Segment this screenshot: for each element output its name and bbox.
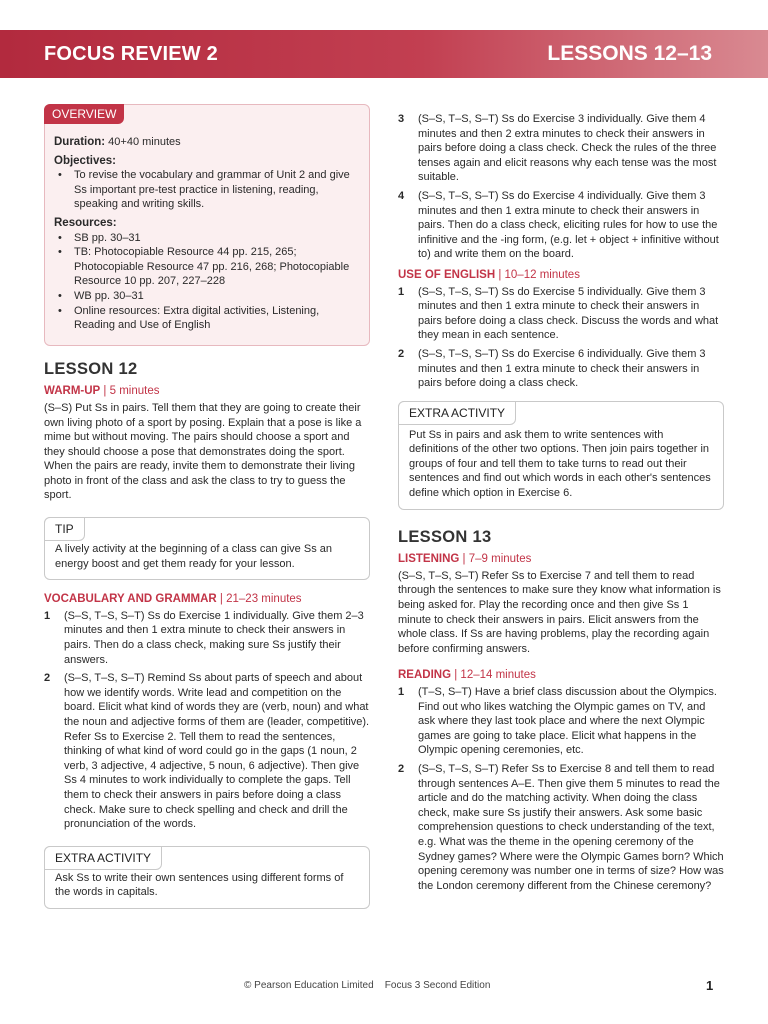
item-number: 2 [398, 762, 405, 775]
list-item [44, 609, 370, 667]
listening-heading [398, 552, 724, 567]
warmup-heading [44, 384, 370, 399]
listening-duration: 7–9 minutes [468, 553, 532, 566]
duration-line [54, 135, 361, 150]
warmup-label: WARM-UP [44, 385, 101, 398]
item-text: (S–S, T–S, S–T) Ss do Exercise 5 individually. Give them 3 minutes and then 1 extra minute to check their answers in pairs before doing a class check. Discuss the words and what they mean in each sentence. [418, 285, 719, 342]
item-text: (S–S, T–S, S–T) Ss do Exercise 4 individually. Give them 3 minutes and then 1 extra minute to check their answers in pairs. Then do a class check, eliciting rules for how to use the infinitive and the -ing form, (e.g. let + object + infinitive without to) and write them on the board. [418, 189, 719, 261]
resource-item: • SB pp. 30–31 [54, 231, 361, 246]
warmup-text: (S–S) Put Ss in pairs. Tell them that they are going to create their own living photo of a sport by posing. Explain that a pose is like a mime but without moving. The pairs should choose a sport and they should choose a pose that demonstrates doing the sport. When the pairs are ready, invite them to demonstrate their living photo in front of the class and ask the class to try to guess the sport. [44, 401, 362, 502]
item-text: (S–S, T–S, S–T) Ss do Exercise 6 individually. Give them 3 minutes and then 1 extra minute to check their answers in pairs before doing a class check. [418, 347, 706, 390]
list-item [398, 189, 724, 262]
item-text: (S–S, T–S, S–T) Remind Ss about parts of speech and about how we identify words. Write lead and competition on the board. Elicit what kind of words they are (verb, noun) and what the noun and adjective forms of them are (leader, competitive). Refer Ss to Exercise 2. Tell them to read the sentences, thinking of what kind of word could go in the gaps (1 noun, 2 verb, 3 adjective, 4 adjective, 5 noun, 6 adjective). Then give Ss 4 minutes to work individually to complete the gaps. Tell them to check their answers in pairs before doing a class check. Make sure to check spelling and check and drill the pronunciation of the words. [64, 672, 370, 831]
item-number: 3 [398, 113, 405, 125]
duration-label: Duration: [54, 136, 106, 148]
vocab-heading [44, 592, 370, 607]
lessons-range: LESSONS 12–13 [547, 42, 712, 65]
extra-activity-text: Ask Ss to write their own sentences using different forms of the words in capitals. [55, 871, 344, 899]
tip-text: A lively activity at the beginning of a class can give Ss an energy boost and get them ready for your lesson. [55, 543, 332, 570]
item-number: 2 [44, 672, 51, 685]
item-text: (T–S, S–T) Have a brief class discussion about the Olympics. Find out who likes watching the Olympic games on TV, and ask where they last took place and where the next Olympic games are going to take place. Elicit what happens in the Olympic opening ceremonies, etc. [418, 686, 717, 757]
item-number: 1 [398, 285, 405, 298]
copyright-text: © Pearson Education Limited Focus 3 Second Edition [244, 980, 491, 991]
section-separator: | [100, 385, 110, 398]
list-item [398, 762, 724, 893]
list-item [44, 671, 370, 832]
tip-tag: TIP [44, 517, 85, 541]
resource-item: • TB: Photocopiable Resource 44 pp. 215, 265; Photocopiable Resource 47 pp. 216, 268; Photocopiable Resource 10 pp. 207, 227–228 [54, 245, 361, 289]
overview-box [44, 104, 370, 346]
reading-label: READING [398, 669, 452, 682]
duration-value: 40+40 minutes [108, 136, 181, 148]
objective-item: • To revise the vocabulary and grammar of Unit 2 and give Ss important pre-test practice in listening, reading, speaking and writing skills. [54, 168, 361, 212]
page-number: 1 [706, 978, 714, 993]
objectives-list [54, 168, 361, 212]
resources-list [54, 231, 361, 333]
use-of-english-label: USE OF ENGLISH [398, 268, 496, 281]
extra-activity-box [398, 401, 724, 510]
listening-label: LISTENING [398, 553, 460, 566]
item-text: (S–S, T–S, S–T) Refer Ss to Exercise 8 and tell them to read through sentences A–E. Then give them 5 minutes to read the article and do the matching activity. When doing the class check, make sure Ss justify their answers. Ask some basic comprehension questions to check understanding of the text, e.g. What was the theme in the opening ceremony of the Sydney games? Where were the Olympic Games born? Which opening ceremony was number one in terms of size? How was the London ceremony different from the Chinese ceremony? [418, 762, 724, 892]
resource-item: • WB pp. 30–31 [54, 289, 361, 304]
item-text: (S–S, T–S, S–T) Ss do Exercise 1 individually. Give them 2–3 minutes and then 1 extra minute to check their answers in pairs. Then do a class check, making sure Ss justify their answers. [64, 609, 364, 666]
use-of-english-heading [398, 268, 724, 283]
tip-box [44, 517, 370, 580]
item-text: (S–S, T–S, S–T) Ss do Exercise 3 individually. Give them 4 minutes and then 2 extra minutes to check their answers in pairs before doing a class check. Check the rules of the three tenses again and elicit reasons why each tense was the most suitable. [418, 113, 717, 184]
list-item [398, 112, 724, 185]
page-header [0, 30, 768, 78]
lesson-13-heading: LESSON 13 [398, 527, 492, 546]
right-column [398, 112, 724, 897]
section-separator: | [495, 268, 505, 281]
list-item [398, 685, 724, 758]
section-separator: | [451, 669, 461, 682]
list-item [398, 285, 724, 343]
vocab-label: VOCABULARY AND GRAMMAR [44, 593, 217, 606]
use-of-english-duration: 10–12 minutes [504, 268, 580, 281]
item-number: 1 [398, 686, 405, 698]
item-number: 1 [44, 609, 51, 622]
listening-text: (S–S, T–S, S–T) Refer Ss to Exercise 7 and tell them to read through the sentences to make sure they know what information is being asked for. Play the recording once and then give Ss 1 minute to check their answers in pairs. Elicit answers from the whole class. If Ss are having problems, play the recording again before confirming answers. [398, 569, 721, 655]
reading-duration: 12–14 minutes [460, 669, 536, 682]
section-separator: | [216, 593, 227, 606]
warmup-duration: 5 minutes [109, 385, 160, 398]
list-item [398, 347, 724, 391]
item-number: 2 [398, 347, 405, 360]
resources-label: Resources: [54, 216, 117, 229]
resource-item: • Online resources: Extra digital activities, Listening, Reading and Use of English [54, 304, 361, 333]
objectives-label: Objectives: [54, 154, 116, 167]
extra-activity-tag: EXTRA ACTIVITY [398, 401, 516, 425]
extra-activity-box [44, 846, 370, 909]
review-title: FOCUS REVIEW 2 [44, 42, 218, 65]
item-number: 4 [398, 189, 405, 202]
overview-tag: OVERVIEW [44, 104, 124, 124]
left-column [44, 104, 370, 909]
extra-activity-text: Put Ss in pairs and ask them to write sentences with definitions of the other two options. Then join pairs together in groups of four and tell them to take turns to read out their sentences and find out which words in each other's sentences define which option in Exercise 6. [409, 428, 711, 500]
section-separator: | [459, 553, 469, 566]
lesson-12-heading: LESSON 12 [44, 359, 138, 378]
reading-heading [398, 668, 724, 683]
extra-activity-tag: EXTRA ACTIVITY [44, 846, 162, 870]
vocab-duration: 21–23 minutes [226, 593, 302, 606]
